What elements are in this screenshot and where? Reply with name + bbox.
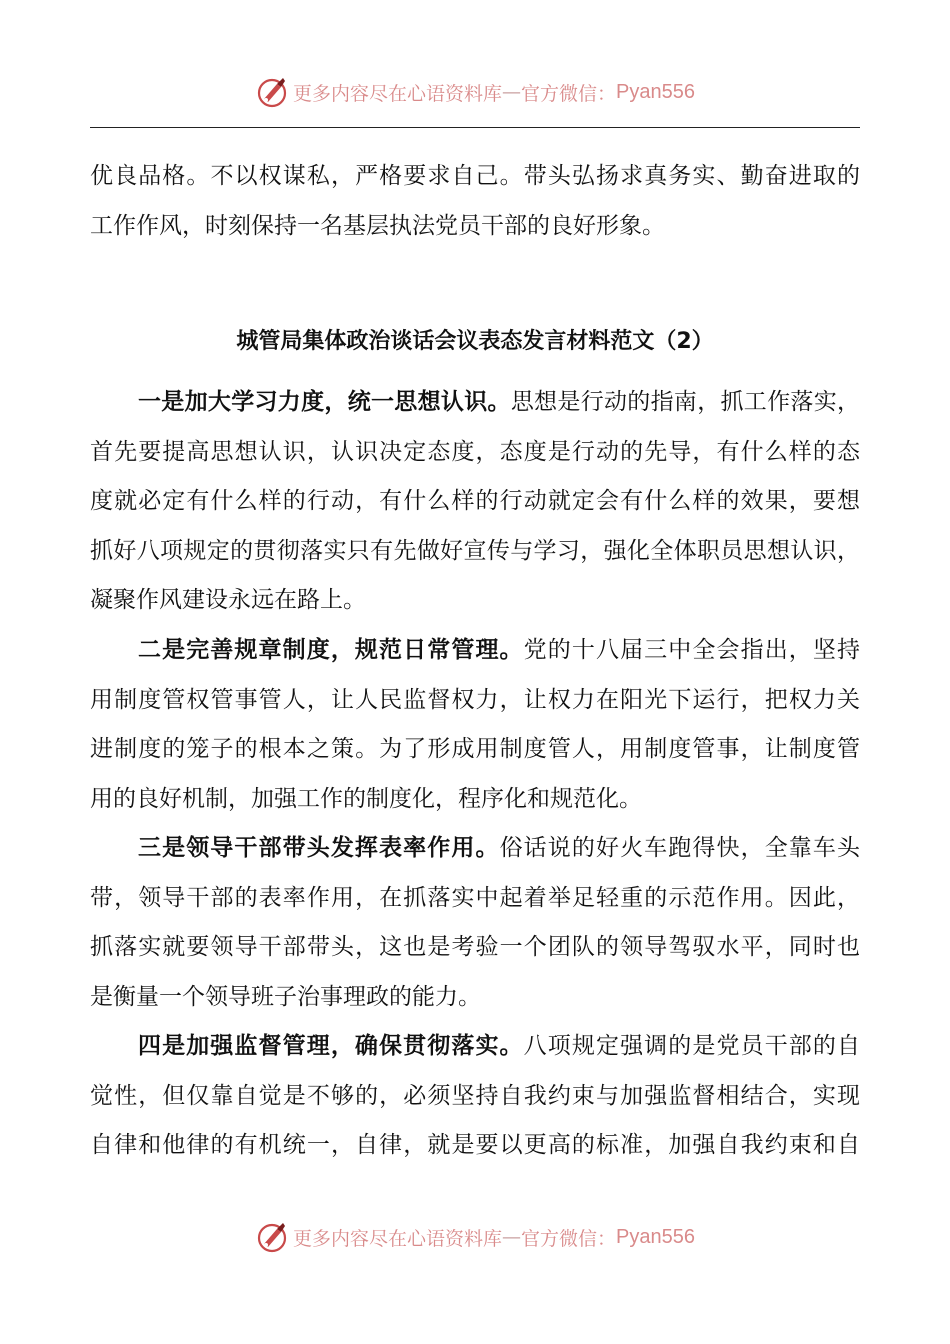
section-lead: 八项规定强调的是党员干部的自 — [523, 1033, 861, 1059]
banner-text: 更多内容尽在心语资料库 — [293, 1227, 503, 1250]
section-lead: 党的十八届三中全会指出，坚持 — [523, 637, 861, 663]
text-line: 用制度管权管事管人，让人民监督权力，让权力在阳光下运行，把权力关 — [90, 686, 860, 713]
section-heading: 二是完善规章制度，规范日常管理。 — [138, 637, 524, 663]
section-4 — [90, 1022, 860, 1171]
text-line: 优良品格。不以权谋私，严格要求自己。带头弘扬求真务实、勤奋进取的 — [90, 163, 860, 189]
text-line: 进制度的笼子的根本之策。为了形成用制度管人，用制度管事，让制度管 — [90, 736, 860, 762]
header-divider — [90, 127, 860, 128]
text-line: 抓落实就要领导干部带头，这也是考验一个团队的领导驾驭水平，同时也 — [90, 934, 860, 960]
text-line: 带，领导干部的表率作用，在抓落实中起着举足轻重的示范作用。因此， — [90, 884, 860, 911]
text-line — [90, 378, 860, 428]
document-title: 城管局集体政治谈话会议表态发言材料范文（2） — [236, 329, 714, 354]
section-lead: 思想是行动的指南，抓工作落实， — [510, 389, 861, 415]
banner-text: 更多内容尽在心语资料库 — [293, 82, 503, 105]
text-line: 用的良好机制，加强工作的制度化，程序化和规范化。 — [90, 785, 642, 812]
banner-separator: — — [502, 81, 522, 103]
footer-banner — [0, 1217, 950, 1257]
pen-logo-icon — [255, 75, 289, 109]
text-line: 度就必定有什么样的行动，有什么样的行动就定会有什么样的效果，要想 — [90, 488, 860, 514]
banner-wechat-id: Pyan556 — [616, 80, 695, 103]
banner-wechat-id: Pyan556 — [616, 1225, 695, 1248]
section-heading: 三是领导干部带头发挥表率作用。 — [138, 835, 500, 861]
section-lead: 俗话说的好火车跑得快，全靠车头 — [499, 835, 861, 861]
section-3 — [90, 824, 860, 1022]
text-line — [90, 824, 860, 874]
text-line: 自律和他律的有机统一，自律，就是要以更高的标准，加强自我约束和自 — [90, 1132, 860, 1158]
banner-separator: — — [502, 1226, 522, 1248]
text-line: 首先要提高思想认识，认识决定态度，态度是行动的先导，有什么样的态 — [90, 438, 860, 465]
intro-paragraph — [90, 152, 860, 251]
text-line: 抓好八项规定的贯彻落实只有先做好宣传与学习，强化全体职员思想认识， — [90, 537, 860, 564]
section-2 — [90, 626, 860, 824]
text-line: 觉性，但仅靠自觉是不够的，必须坚持自我约束与加强监督相结合，实现 — [90, 1082, 860, 1109]
banner-label: 官方微信： — [521, 1227, 617, 1250]
text-line: 是衡量一个领导班子治事理政的能力。 — [90, 983, 481, 1010]
text-line — [90, 1022, 860, 1072]
section-1 — [90, 378, 860, 626]
text-line — [90, 626, 860, 676]
section-heading: 四是加强监督管理，确保贯彻落实。 — [138, 1033, 524, 1059]
text-line: 凝聚作风建设永远在路上。 — [90, 587, 366, 613]
pen-logo-icon — [255, 1220, 289, 1254]
section-heading: 一是加大学习力度，统一思想认识。 — [138, 389, 511, 415]
text-line: 工作作风，时刻保持一名基层执法党员干部的良好形象。 — [90, 212, 665, 239]
header-banner — [0, 72, 950, 112]
banner-label: 官方微信： — [521, 82, 617, 105]
